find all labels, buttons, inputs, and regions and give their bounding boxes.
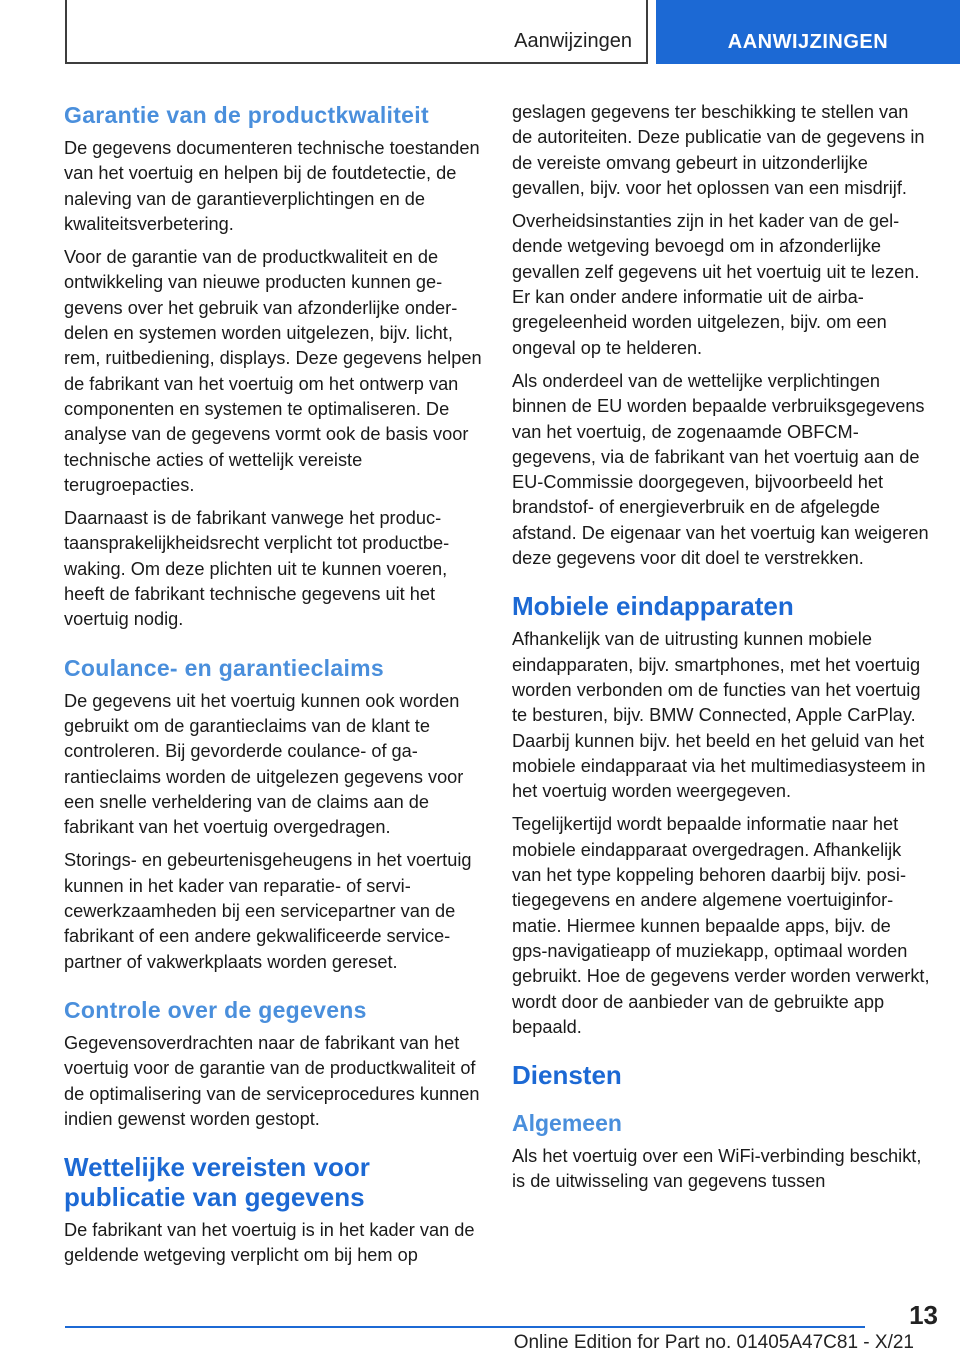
heading-services: Diensten (512, 1060, 622, 1091)
heading-warranty-claims: Coulance- en garantieclaims (64, 654, 384, 681)
footer-divider (65, 1326, 865, 1328)
paragraph: Voor de garantie van de productkwaliteit en de ontwikkeling van nieuwe producten kunnen gegevens over het gebruik van afzonderlijke onderdelen en systemen worden uitgelezen, bijv. licht, rem, ruitbediening, displays. Deze gegevens helpen de fabrikant van het voertuig om het ontwerp van componenten en systemen te optimaliseren. De analyse van de gegevens vormt ook de basis voor technische acties of wettelijk vereiste terugroepacties. (64, 247, 482, 495)
paragraph: Als het voertuig over een WiFi-verbinding beschikt, is de uitwisseling van gegevens tussen (512, 1146, 922, 1192)
paragraph: Afhankelijk van de uitrusting kunnen mobiele eindapparaten, bijv. smartphones, met het voertuig worden verbonden om de functies van het voertuig te besturen, bijv. BMW Connected, Apple CarPlay. Daarbij kunnen bijv. het beeld en het geluid van het mobiele eindapparaat via het multimediasysteem in het voertuig worden weergegeven. (512, 629, 926, 802)
paragraph: Storings- en gebeurtenisgeheugens in het voertuig kunnen in het kader van reparatie- of servicewerkzaamheden bij een servicepartner van de fabrikant of een andere gekwalificeerde servicepartner of vakwerkplaats worden gereset. (64, 850, 472, 972)
chapter-tab[interactable] (656, 0, 960, 64)
header-frame (65, 0, 648, 64)
heading-mobile-devices: Mobiele eindapparaten (512, 591, 794, 622)
section-title: Aanwijzingen (514, 30, 632, 52)
paragraph: Gegevensoverdrachten naar de fabrikant van het voertuig voor de garantie van de productkwaliteit of de optimalisering van de serviceprocedures kunnen indien gewenst worden gestopt. (64, 1032, 480, 1129)
footer-edition: Online Edition for Part no. 01405A47C81 - X/21 (513, 1332, 914, 1353)
heading-general: Algemeen (512, 1110, 622, 1137)
heading-legal-requirements: Wettelijke vereisten voor publicatie van gegevens (64, 1152, 370, 1213)
right-column (512, 100, 930, 1203)
page-number: 13 (909, 1300, 938, 1330)
paragraph: De fabrikant van het voertuig is in het kader van de geldende wetgeving verplicht om bij hem op (64, 1220, 475, 1266)
paragraph: geslagen gegevens ter beschikking te stellen van de autoriteiten. Deze publicatie van de gegevens in de vereiste omvang gebeurt in uitzonderlijke gevallen, bijv. voor het oplossen van een misdrijf. (512, 102, 925, 198)
paragraph: Overheidsinstanties zijn in het kader van de geldende wetgeving bevoegd om in afzonderlijke gevallen zelf gegevens uit het voertuig uit te lezen. Er kan onder andere informatie uit de airbagregeleenheid worden uitgelezen, bijv. om een ongeval op te helderen. (512, 211, 920, 358)
paragraph: Als onderdeel van de wettelijke verplichtingen binnen de EU worden bepaalde verbruiksgegevens van het voertuig, de zogenaamde OBFCM-gegevens, via de fabrikant van het voertuig aan de EU-Commissie doorgegeven, bijvoorbeeld het brandstof- of energieverbruik en de afgelegde afstand. De eigenaar van het voertuig kan weigeren deze gegevens voor dit doel te verstrekken. (512, 370, 929, 569)
left-column (64, 100, 482, 1277)
paragraph: Tegelijkertijd wordt bepaalde informatie naar het mobiele eindapparaat overgedragen. Afhankelijk van het type koppeling behoren daarbij bijv. positiegegevens en andere algemene voertuiginformatie. Hiermee kunnen bepaalde apps, bijv. de gps-navigatieapp of muziekapp, optimaal worden gebruikt. Hoe de gegevens verder worden verwerkt, wordt door de aanbieder van de gebruikte app bepaald. (512, 814, 930, 1037)
paragraph: De gegevens uit het voertuig kunnen ook worden gebruikt om de garantieclaims van de klant te controleren. Bij gevorderde coulance- of garantieclaims worden de uitgelezen gegevens voor een snelle verheldering van de claims aan de fabrikant van het voertuig overgedragen. (64, 690, 464, 838)
paragraph: Daarnaast is de fabrikant vanwege het productaansprakelijkheidsrecht verplicht tot productbewaking. Om deze plichten uit te kunnen voeren, heeft de fabrikant technische gegevens uit het voertuig nodig. (64, 508, 450, 630)
paragraph: De gegevens documenteren technische toestanden van het voertuig en helpen bij de foutdetectie, de naleving van de garantieverplichtingen en de kwaliteitsverbetering. (64, 138, 480, 234)
heading-data-control: Controle over de gegevens (64, 996, 367, 1023)
chapter-tab-label: AANWIJZINGEN (727, 30, 889, 53)
heading-product-quality: Garantie van de productkwaliteit (64, 102, 429, 128)
